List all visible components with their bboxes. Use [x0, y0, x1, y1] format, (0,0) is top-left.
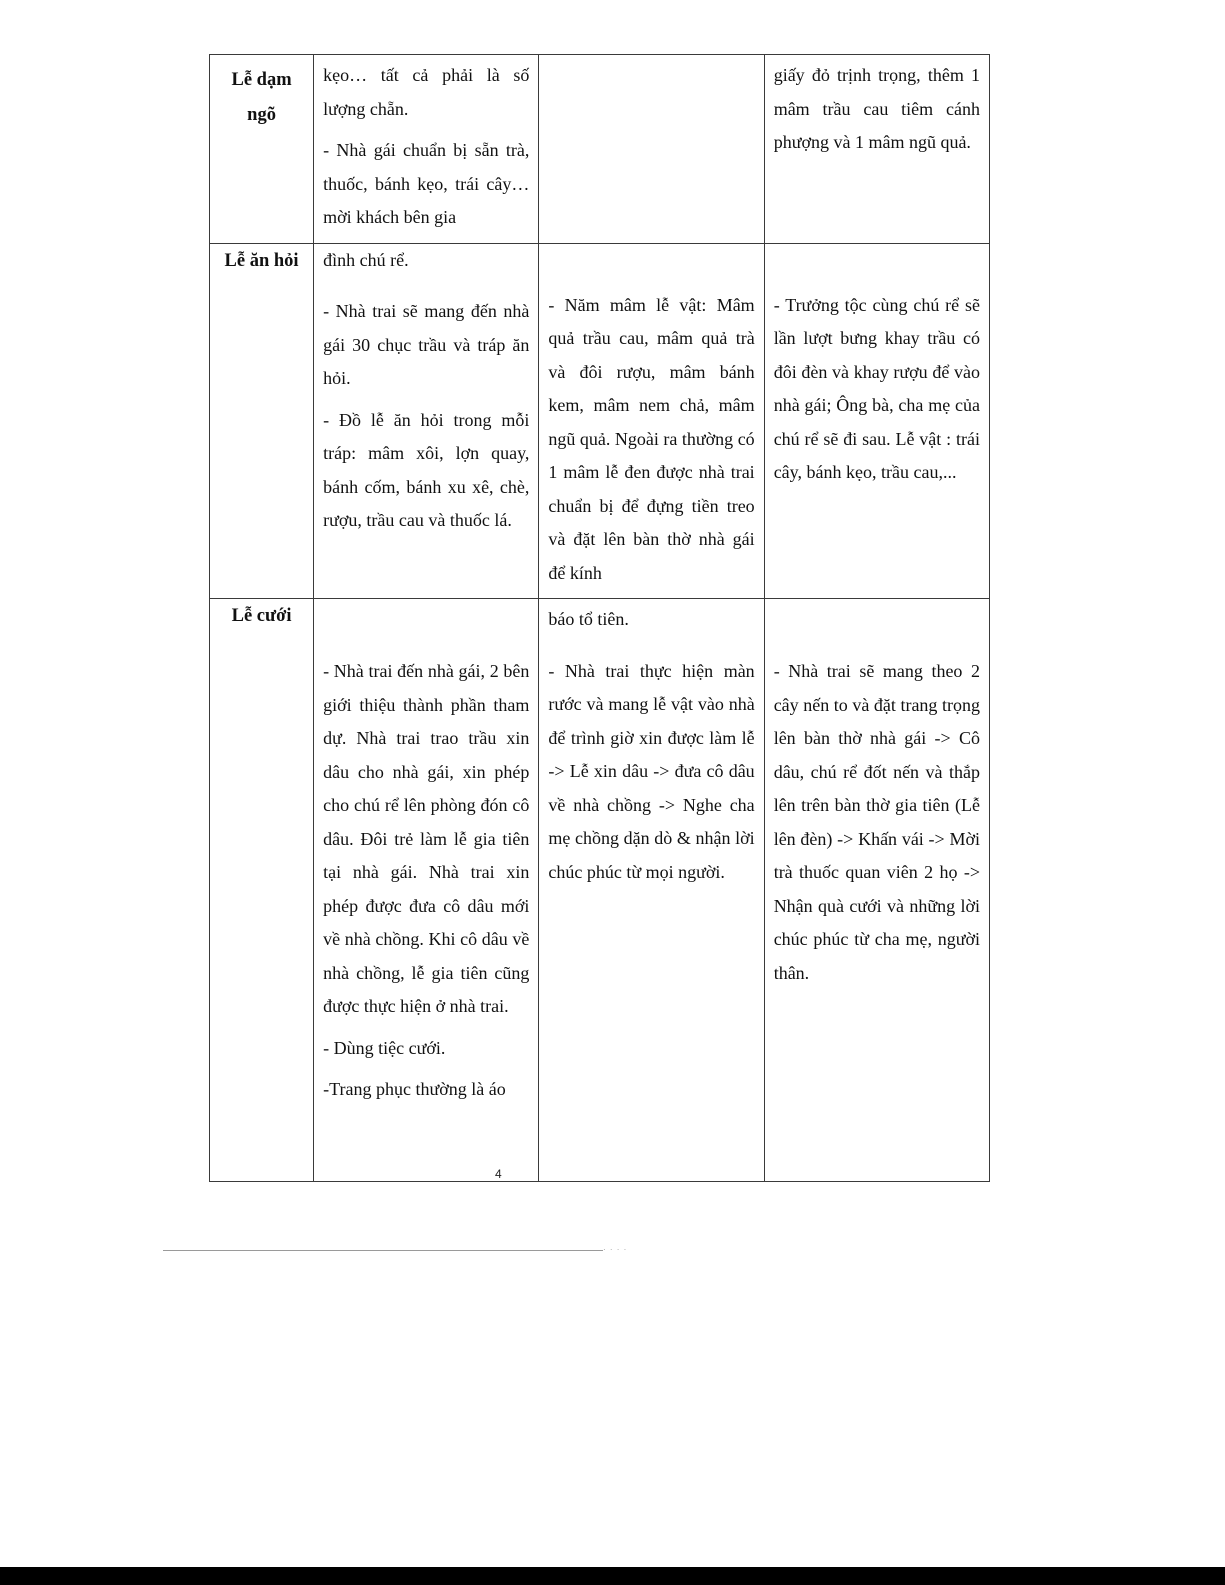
table-cell — [314, 55, 539, 244]
cell-paragraph: - Nhà trai sẽ mang theo 2 cây nến to và đặt trang trọng lên bàn thờ nhà gái -> Cô dâu, chú rể đốt nến và thắp lên trên bàn thờ gia tiên (Lễ lên đèn) -> Khấn vái -> Mời trà thuốc quan viên 2 họ -> Nhận quà cưới và những lời chúc phúc từ cha mẹ, người thân. — [773, 661, 980, 983]
cell-paragraph: - Dùng tiệc cưới. — [323, 1037, 446, 1058]
cell-paragraph: - Nhà gái chuẩn bị sẵn trà, thuốc, bánh kẹo, trái cây… mời khách bên gia — [323, 140, 530, 227]
page-number: 4 — [495, 1167, 502, 1181]
footnote-separator — [163, 1250, 603, 1251]
cell-paragraph-continued: báo tổ tiên. — [548, 609, 629, 629]
cell-paragraph: - Trưởng tộc cùng chú rể sẽ lần lượt bưng khay trầu có đôi đèn và khay rượu để vào nhà gái; Ông bà, cha mẹ của chú rể sẽ đi sau. Lễ vật : trái cây, bánh kẹo, trầu cau,... — [773, 294, 980, 482]
cell-paragraph: - Nhà trai sẽ mang đến nhà gái 30 chục trầu và tráp ăn hỏi. — [323, 301, 530, 388]
footnote-dots: · · · · — [603, 1245, 628, 1254]
table-row-dam-ngo — [210, 55, 990, 244]
table-cell — [314, 243, 539, 599]
cell-paragraph: -Trang phục thường là áo — [323, 1079, 506, 1099]
cell-paragraph: kẹo… tất cả phải là số lượng chẵn. — [323, 65, 530, 119]
table-cell-empty — [539, 55, 764, 244]
cell-paragraph: - Đồ lễ ăn hỏi trong mỗi tráp: mâm xôi, lợn quay, bánh cốm, bánh xu xê, chè, rượu, trầu cau và thuốc lá. — [323, 409, 530, 530]
table-cell — [539, 599, 764, 1182]
table-cell — [764, 243, 989, 599]
table-cell — [539, 243, 764, 599]
cell-paragraph: giấy đỏ trịnh trọng, thêm 1 mâm trầu cau tiêm cánh phượng và 1 mâm ngũ quả. — [773, 65, 980, 152]
cell-paragraph: - Năm mâm lễ vật: Mâm quả trầu cau, mâm quả trà và đôi rượu, mâm bánh kem, mâm nem chả, mâm ngũ quả. Ngoài ra thường có 1 mâm lễ đen được nhà trai chuẩn bị để đựng tiền treo và đặt lên bàn thờ nhà gái để kính — [548, 294, 755, 583]
row-label: Lễ cưới — [231, 606, 292, 626]
row-label-line2: ngõ — [247, 105, 276, 125]
table-cell — [764, 599, 989, 1182]
cell-paragraph: - Nhà trai đến nhà gái, 2 bên giới thiệu thành phần tham dự. Nhà trai trao trầu xin dâu cho nhà gái, xin phép cho chú rể lên phòng đón cô dâu. Đôi trẻ làm lễ gia tiên tại nhà gái. Nhà trai xin phép được đưa cô dâu mới về nhà chồng. Khi cô dâu về nhà chồng, lễ gia tiên cũng được thực hiện ở nhà trai. — [323, 661, 530, 1016]
row-label-line1: Lễ dạm — [231, 70, 292, 90]
wedding-customs-table — [209, 54, 990, 1182]
row-label-cell — [210, 599, 314, 1182]
table-row-cuoi — [210, 599, 990, 1182]
table-cell — [314, 599, 539, 1182]
row-label-cell — [210, 243, 314, 599]
row-label: Lễ ăn hỏi — [224, 250, 299, 271]
cell-paragraph-continued: đình chú rể. — [323, 249, 409, 270]
cell-paragraph: - Nhà trai thực hiện màn rước và mang lễ vật vào nhà để trình giờ xin được làm lễ -> Lễ xin dâu -> đưa cô dâu về nhà chồng -> Nghe cha mẹ chồng dặn dò & nhận lời chúc phúc từ mọi người. — [548, 660, 755, 882]
row-label-cell — [210, 55, 314, 244]
table-row-an-hoi — [210, 243, 990, 599]
page-bottom-border — [0, 1567, 1225, 1585]
table-cell — [764, 55, 989, 244]
